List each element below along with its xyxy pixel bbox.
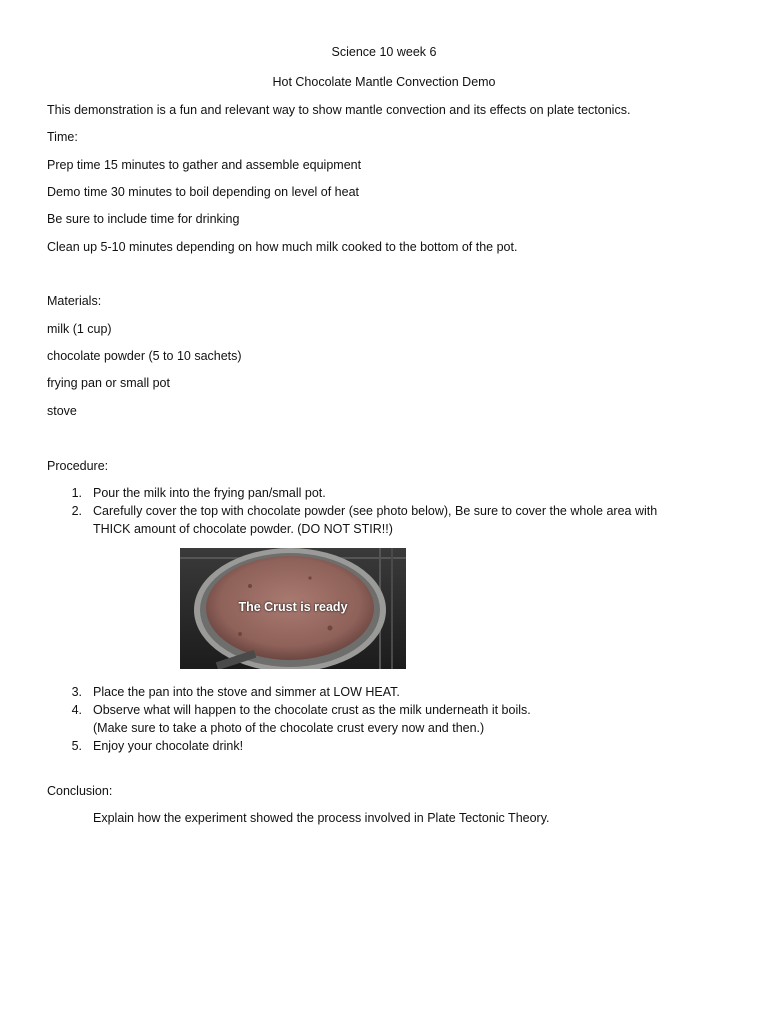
time-heading: Time:	[47, 130, 78, 144]
step-text-continued: THICK amount of chocolate powder. (DO NOT STIR!!)	[93, 522, 393, 536]
document-title: Hot Chocolate Mantle Convection Demo	[272, 75, 496, 89]
materials-item: stove	[47, 404, 77, 418]
chocolate-crust-photo	[180, 548, 406, 669]
conclusion-heading: Conclusion:	[47, 784, 113, 798]
step-number: 5.	[71, 739, 82, 753]
step-text: Observe what will happen to the chocolate crust as the milk underneath it boils.	[93, 703, 531, 717]
procedure-heading: Procedure:	[47, 459, 109, 473]
time-line: Clean up 5-10 minutes depending on how much milk cooked to the bottom of the pot.	[47, 240, 518, 254]
course-heading: Science 10 week 6	[331, 45, 437, 59]
materials-item: chocolate powder (5 to 10 sachets)	[47, 349, 242, 363]
photo-caption: The Crust is ready	[238, 600, 348, 614]
step-number: 2.	[71, 504, 82, 518]
intro-text: This demonstration is a fun and relevant way to show mantle convection and its effects on plate tectonics.	[47, 103, 631, 117]
step-text-continued: (Make sure to take a photo of the chocolate crust every now and then.)	[93, 721, 485, 735]
step-text: Pour the milk into the frying pan/small pot.	[93, 486, 326, 500]
step-number: 4.	[71, 703, 82, 717]
time-line: Prep time 15 minutes to gather and assemble equipment	[47, 158, 362, 172]
step-number: 3.	[71, 685, 82, 699]
time-line: Demo time 30 minutes to boil depending on level of heat	[47, 185, 359, 199]
conclusion-text: Explain how the experiment showed the process involved in Plate Tectonic Theory.	[93, 811, 550, 825]
materials-item: frying pan or small pot	[47, 376, 170, 390]
materials-item: milk (1 cup)	[47, 322, 112, 336]
time-line: Be sure to include time for drinking	[47, 212, 240, 226]
step-text: Carefully cover the top with chocolate powder (see photo below), Be sure to cover the whole area with	[93, 504, 658, 518]
step-number: 1.	[71, 486, 82, 500]
materials-heading: Materials:	[47, 294, 102, 308]
step-text: Enjoy your chocolate drink!	[93, 739, 244, 753]
step-text: Place the pan into the stove and simmer at LOW HEAT.	[93, 685, 400, 699]
